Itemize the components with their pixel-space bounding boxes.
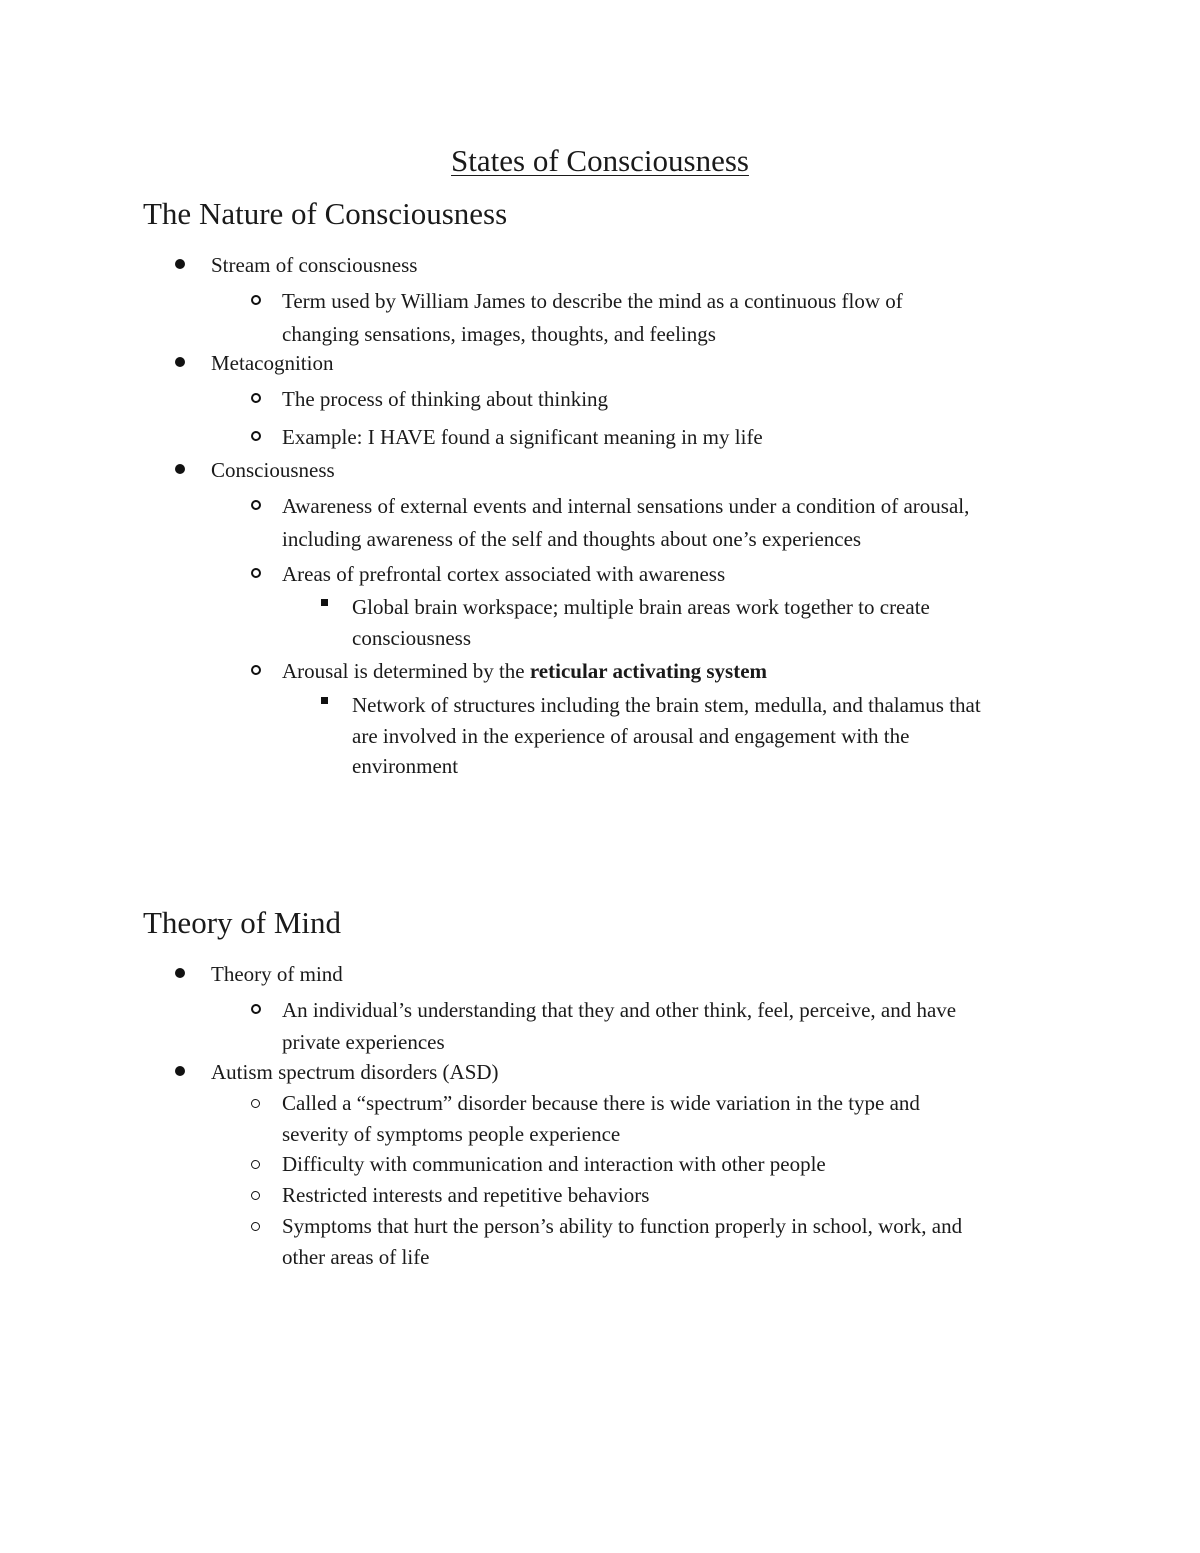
list-subitem-stream-def-2: changing sensations, images, thoughts, and feelings	[282, 322, 716, 346]
bullet-disc-icon	[175, 464, 185, 474]
bullet-square-icon	[321, 599, 328, 606]
list-item-metacognition: Metacognition	[211, 351, 334, 375]
list-subsubitem-network-2: are involved in the experience of arousal and engagement with the	[352, 724, 910, 748]
bullet-circle-icon	[251, 1222, 260, 1231]
list-subitem-asd-4a: Symptoms that hurt the person’s ability to function properly in school, work, and	[282, 1214, 963, 1238]
list-item-stream: Stream of consciousness	[211, 253, 418, 277]
list-subsubitem-workspace-1: Global brain workspace; multiple brain areas work together to create	[352, 595, 930, 619]
list-subitem-asd-1b: severity of symptoms people experience	[282, 1122, 621, 1146]
list-subitem-metacognition-2: Example: I HAVE found a significant meaning in my life	[282, 425, 763, 449]
list-subitem-consciousness-2: Areas of prefrontal cortex associated with awareness	[282, 562, 726, 586]
list-subitem-asd-1a: Called a “spectrum” disorder because there is wide variation in the type and	[282, 1091, 920, 1115]
bullet-circle-icon	[251, 295, 261, 305]
list-subsubitem-network-3: environment	[352, 754, 459, 778]
list-subitem-asd-3: Restricted interests and repetitive behaviors	[282, 1183, 650, 1207]
list-subitem-asd-2: Difficulty with communication and interaction with other people	[282, 1152, 826, 1176]
list-subitem-consciousness-3	[282, 656, 767, 686]
bullet-circle-icon	[251, 1160, 260, 1169]
list-subsubitem-network-1: Network of structures including the brain stem, medulla, and thalamus that	[352, 693, 981, 717]
section-heading-theory-of-mind: Theory of Mind	[143, 905, 342, 940]
list-subitem-tom-def-2: private experiences	[282, 1030, 445, 1054]
list-subitem-consciousness-1b: including awareness of the self and thoughts about one’s experiences	[282, 527, 862, 551]
bullet-square-icon	[321, 697, 328, 704]
bullet-circle-icon	[251, 431, 261, 441]
bullet-disc-icon	[175, 259, 185, 269]
document-title-text: States of Consciousness	[451, 143, 749, 178]
list-item-consciousness: Consciousness	[211, 458, 335, 482]
list-subitem-consciousness-1a: Awareness of external events and internal sensations under a condition of arousal,	[282, 494, 970, 518]
arousal-term-bold: reticular activating system	[529, 659, 768, 683]
bullet-circle-icon	[251, 1191, 260, 1200]
list-item-asd: Autism spectrum disorders (ASD)	[211, 1060, 499, 1084]
bullet-circle-icon	[251, 1004, 261, 1014]
bullet-disc-icon	[175, 968, 185, 978]
bullet-circle-icon	[251, 1099, 260, 1108]
list-subsubitem-workspace-2: consciousness	[352, 626, 471, 650]
list-subitem-tom-def-1: An individual’s understanding that they and other think, feel, perceive, and have	[282, 998, 957, 1022]
document-title	[0, 141, 1200, 181]
list-subitem-stream-def-1: Term used by William James to describe the mind as a continuous flow of	[282, 289, 903, 313]
bullet-circle-icon	[251, 500, 261, 510]
list-subitem-metacognition-1: The process of thinking about thinking	[282, 387, 609, 411]
bullet-circle-icon	[251, 665, 261, 675]
list-subitem-asd-4b: other areas of life	[282, 1245, 430, 1269]
arousal-text: Arousal is determined by the	[282, 659, 530, 683]
bullet-disc-icon	[175, 1066, 185, 1076]
bullet-disc-icon	[175, 357, 185, 367]
bullet-circle-icon	[251, 568, 261, 578]
list-item-theory-of-mind: Theory of mind	[211, 962, 343, 986]
bullet-circle-icon	[251, 393, 261, 403]
section-heading-nature: The Nature of Consciousness	[143, 196, 508, 231]
